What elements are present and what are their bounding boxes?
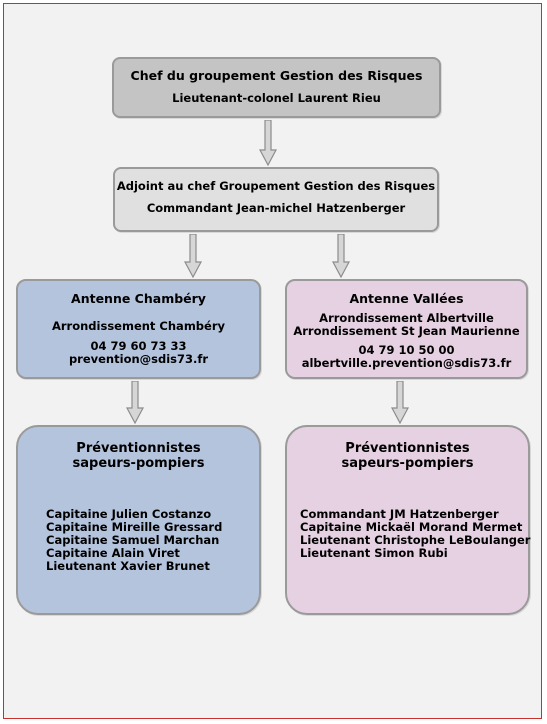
preventionnistes-vallees-list bbox=[287, 507, 531, 560]
preventionnistes-vallees-title bbox=[287, 441, 528, 471]
preventionnistes-chambery-box bbox=[16, 425, 261, 615]
preventionnistes-vallees-title-line-2: sapeurs-pompiers bbox=[341, 456, 474, 471]
antenne-vallees-title: Antenne Vallées bbox=[349, 291, 464, 306]
chef-groupement-box bbox=[112, 57, 441, 118]
antenne-vallees-arrondissement-1: Arrondissement Albertville bbox=[319, 311, 494, 325]
chef-title: Chef du groupement Gestion des Risques bbox=[130, 68, 423, 83]
adjoint-title: Adjoint au chef Groupement Gestion des Risques bbox=[116, 179, 436, 193]
adjoint-box bbox=[113, 167, 439, 232]
list-item: Capitaine Alain Viret bbox=[46, 546, 180, 560]
antenne-chambery-phone: 04 79 60 73 33 bbox=[90, 339, 187, 353]
antenne-chambery-title: Antenne Chambéry bbox=[71, 291, 206, 306]
preventionnistes-vallees-box bbox=[285, 425, 530, 615]
antenne-vallees-phone: 04 79 10 50 00 bbox=[358, 343, 455, 357]
antenne-chambery-box bbox=[16, 279, 261, 379]
antenne-vallees-body bbox=[287, 312, 526, 370]
arrow-down-icon bbox=[126, 381, 144, 424]
arrow-down-icon bbox=[391, 381, 409, 424]
list-item: Lieutenant Simon Rubi bbox=[300, 546, 448, 560]
list-item: Capitaine Julien Costanzo bbox=[46, 507, 212, 521]
list-item: Lieutenant Xavier Brunet bbox=[46, 559, 210, 573]
adjoint-name: Commandant Jean-michel Hatzenberger bbox=[146, 201, 406, 215]
preventionnistes-chambery-list bbox=[18, 508, 259, 573]
list-item: Capitaine Samuel Marchan bbox=[46, 533, 220, 547]
antenne-vallees-email: albertville.prevention@sdis73.fr bbox=[301, 356, 512, 370]
arrow-down-icon bbox=[259, 120, 277, 166]
antenne-vallees-box bbox=[285, 279, 528, 379]
preventionnistes-chambery-title-line-2: sapeurs-pompiers bbox=[72, 456, 205, 471]
list-item: Capitaine Mireille Gressard bbox=[46, 520, 223, 534]
chef-name: Lieutenant-colonel Laurent Rieu bbox=[172, 91, 381, 105]
antenne-chambery-arrondissement: Arrondissement Chambéry bbox=[51, 319, 226, 333]
antenne-vallees-arrondissement-2: Arrondissement St Jean Maurienne bbox=[293, 324, 520, 338]
antenne-chambery-email: prevention@sdis73.fr bbox=[68, 352, 209, 366]
arrow-down-icon bbox=[184, 234, 202, 278]
preventionnistes-vallees-title-line-1: Préventionnistes bbox=[345, 441, 470, 456]
list-item: Lieutenant Christophe LeBoulanger bbox=[300, 533, 531, 547]
preventionnistes-chambery-title bbox=[18, 441, 259, 471]
list-item: Capitaine Mickaël Morand Mermet bbox=[300, 520, 523, 534]
preventionnistes-chambery-title-line-1: Préventionnistes bbox=[76, 441, 201, 456]
list-item: Commandant JM Hatzenberger bbox=[300, 507, 499, 521]
arrow-down-icon bbox=[332, 234, 350, 278]
antenne-chambery-body bbox=[18, 320, 259, 366]
